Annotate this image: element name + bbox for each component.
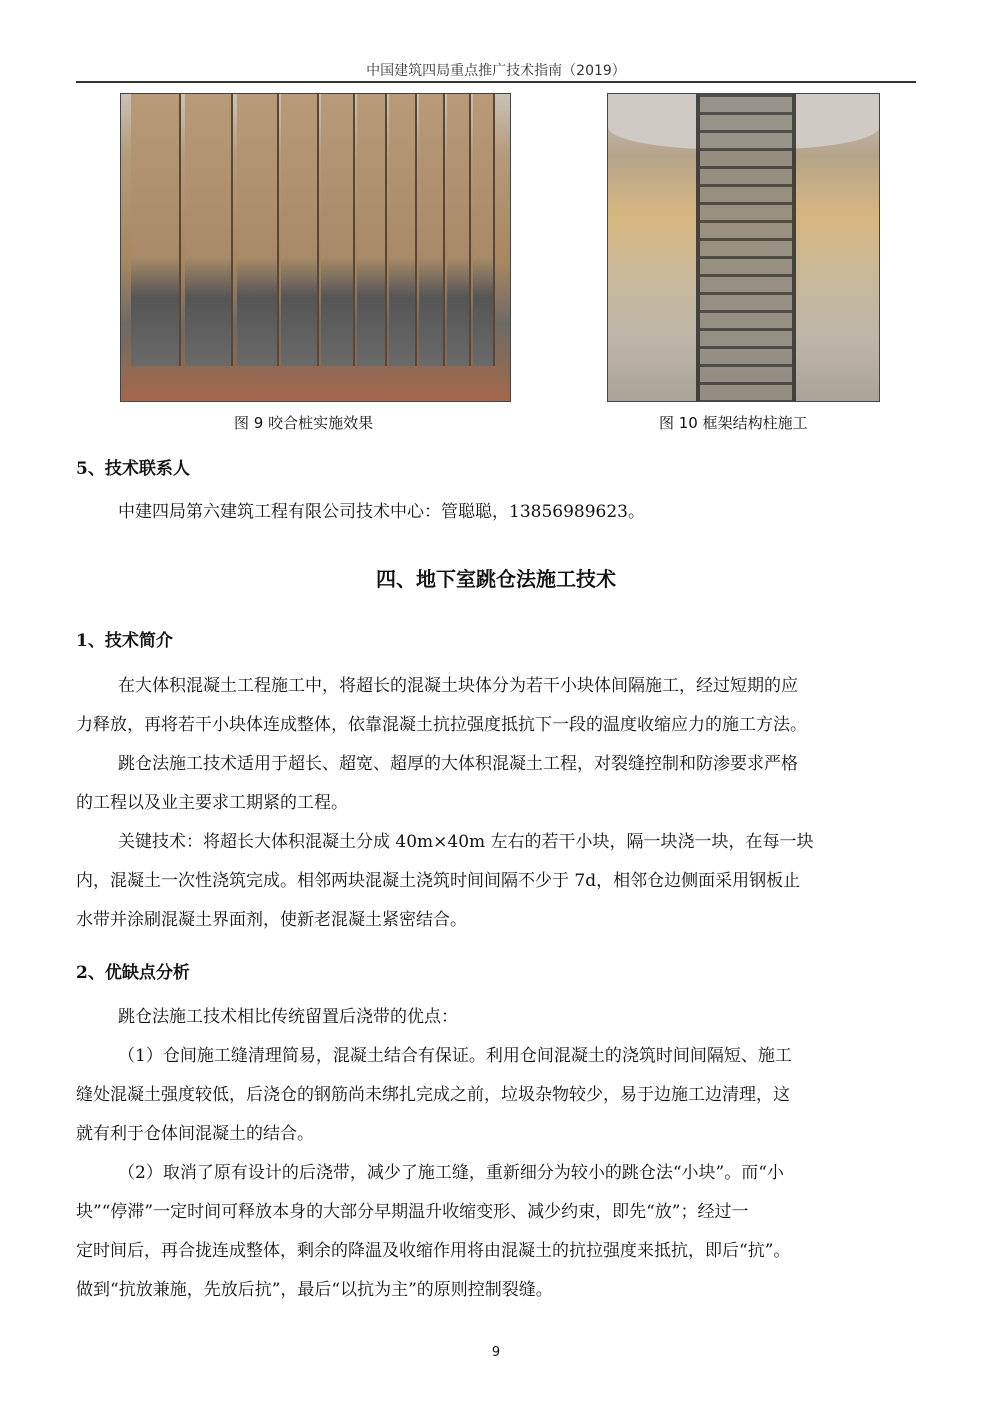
header-rule: [76, 81, 916, 83]
paragraph: 在大体积混凝土工程施工中，将超长的混凝土块体分为若干小块体间隔施工，经过短期的应 力释放，再将若干小块体连成整体，依靠混凝土抗拉强度抵抗下一段的温度收缩应力的施工方法。 跳仓法施工技术适用于超长、超宽、超厚的大体积混凝土工程，对裂缝控制和防渗要求严格 的工程以及业主要求工期紧的工程。 关键技术：将超长大体积混凝土分成 40m×40m 左右的若干小块，隔一块浇一块，在每一块 内，混凝土一次性浇筑完成。相邻两块混凝土浇筑时间间隔不少于 7d，相邻仓边侧面采用钢板止 水带并涂刷混凝土界面剂，使新老混凝土紧密结合。: [76, 676, 814, 930]
page-number: 9: [491, 1345, 501, 1360]
paragraph: 跳仓法施工技术相比传统留置后浇带的优点： （1）仓间施工缝清理简易，混凝土结合有保证。利用仓间混凝土的浇筑时间间隔短、施工 缝处混凝土强度较低，后浇仓的钢筋尚未绑扎完成之前，垃圾杂物较少，易于边施工边清理，这 就有利于仓体间混凝土的结合。 （2）取消了原有设计的后浇带，减少了施工缝，重新细分为较小的跳仓法“小块”。而“小 块”“停滞”一定时间可释放本身的大部分早期温升收缩变形、减少约束，即先“放”；经过一 定时间后，再合拢连成整体，剩余的降温及收缩作用将由混凝土的抗拉强度来抵抗，即后“抗”。 做到“抗放兼施，先放后抗”，最后“以抗为主”的原则控制裂缝。: [76, 1007, 792, 1300]
section-heading-pros-cons: 2、优缺点分析: [76, 963, 190, 983]
frame-column-rebar-photo: [607, 93, 880, 402]
section-heading-intro: 1、技术简介: [76, 631, 173, 651]
section-heading-contact: 5、技术联系人: [76, 459, 190, 479]
running-header: 中国建筑四局重点推广技术指南（2019）: [366, 63, 626, 79]
chapter-title: 四、地下室跳仓法施工技术: [376, 567, 616, 591]
figure-10-caption: 图 10 框架结构柱施工: [659, 414, 808, 432]
contact-paragraph: 中建四局第六建筑工程有限公司技术中心：管聪聪，13856989623。: [118, 502, 645, 522]
figure-9-caption: 图 9 咬合桩实施效果: [234, 414, 374, 432]
secant-pile-wall-photo: [120, 93, 511, 402]
